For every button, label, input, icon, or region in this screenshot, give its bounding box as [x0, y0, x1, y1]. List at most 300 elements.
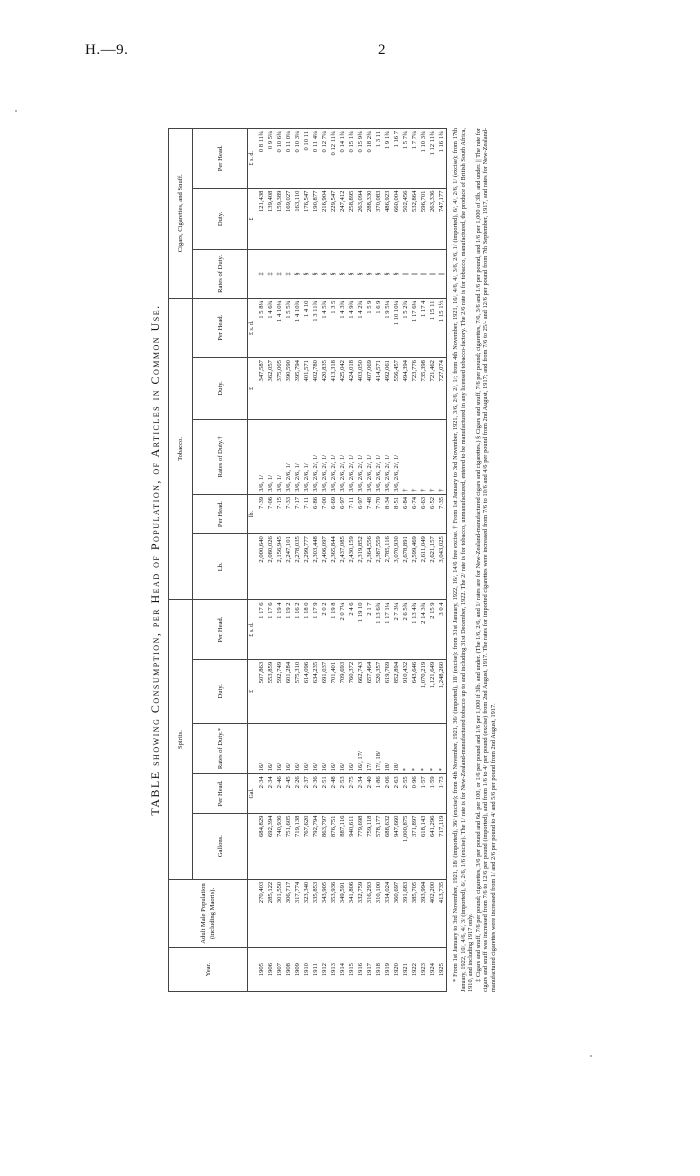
footnote-paragraph: ‡ Cigars and snuff, 7/6 per pound; cigarettes, 3/6 per pound and 6d. per 100, or 1/6 per pound and 1/6 per 1,000 if 3lb. and under. (The 1/6, 2/6, and 1/ rates are for New-Zealand-manufactured cigars and cigarettes.) § Cigars and snuff, 7/6 per pound; cigarettes, 7/6, 3/6 and 1/6 per pound, and 1/6 per 1,000 of 3lb. and under. || The rate for cigars and snuff was increased from 7/6 to 12/6 per pound (imported), and from 1/6 to 4/ per pound (excise) from 2nd August, 1917. The rates for imported cigarettes were increased from 7/6 to 10/6 and 4/6 per pound from 2nd August, 1917; and from 7/6 to 25/- and 12/6 per pound from 7th September, 1917, and rates for New-Zealand-manufactured cigarettes were increased from 1/ and 2/6 per pound to 4/ and 5/6 per pound from 2nd August, 1917. — [474, 128, 497, 992]
cell-cig-ph: 1 7 7¼ — [410, 129, 419, 189]
cell-sp-duty: 1,248,260 — [437, 659, 447, 723]
unit-lsd: £ s. d. — [248, 600, 258, 659]
cell-tob-duty: 721,462 — [428, 358, 437, 420]
cell-sp-ph: 3 0 4 — [437, 600, 447, 659]
cell-gallons: 940,611 — [347, 813, 356, 879]
header-tobacco: Tobacco. — [169, 298, 193, 600]
cell-sp-duty: 910,432 — [401, 659, 410, 723]
header-tobacco-duty: Duty. — [193, 358, 248, 420]
cell-lb-ph: 7·33 — [284, 494, 293, 533]
cell-gallons: 684,829 — [257, 813, 266, 879]
cell-tob-duty: 390,590 — [284, 358, 293, 420]
cell-sp-duty: 760,372 — [347, 659, 356, 723]
cell-lb: 2,365,844 — [329, 534, 338, 600]
cell-lb: 2,599,469 — [410, 534, 419, 600]
cell-lb-ph: 7·17 — [293, 494, 302, 533]
cell-tob-rate: 3/6, 2/6, 2/, 1/ — [356, 419, 365, 494]
cell-sp-duty: 1,121,649 — [428, 659, 437, 723]
cell-tob-rate: † — [410, 419, 419, 494]
cell-cig-ph: 0 8 11¾ — [257, 129, 266, 189]
cell-cig-rate: § — [356, 250, 365, 298]
cell-tob-duty: 395,794 — [293, 358, 302, 420]
cell-cig-duty: 176,547 — [302, 188, 311, 250]
cell-year: 1913 — [329, 948, 338, 992]
cell-tob-duty: 425,042 — [338, 358, 347, 420]
cell-pop: 360,697 — [392, 879, 401, 947]
cell-lb-ph: 6·69 — [329, 494, 338, 533]
cell-sp-rate: * — [437, 723, 447, 774]
cell-lb-ph: 7·70 — [374, 494, 383, 533]
cell-gal-ph: 2·34 — [266, 774, 275, 813]
header-cigars: Cigars, Cigarettes, and Snuff. — [169, 129, 193, 299]
cell-gal-ph: 2·53 — [338, 774, 347, 813]
cell-tob-ph: 1 4 10 — [302, 298, 311, 357]
cell-cig-ph: 1 10 3¾ — [419, 129, 428, 189]
cell-pop: 341,806 — [347, 879, 356, 947]
cell-lb: 2,319,852 — [356, 534, 365, 600]
cell-tob-ph: 1 5 5¾ — [284, 298, 293, 357]
cell-gallons: 578,177 — [374, 813, 383, 879]
cell-gallons: 692,394 — [266, 813, 275, 879]
cell-sp-duty: 643,646 — [410, 659, 419, 723]
cell-sp-ph: 1 19 8 — [329, 600, 338, 659]
cell-gal-ph: 0·96 — [410, 774, 419, 813]
cell-cig-rate: || — [428, 250, 437, 298]
cell-lb: 2,437,085 — [338, 534, 347, 600]
cell-year: 1922 — [410, 948, 419, 992]
cell-cig-rate: § — [347, 250, 356, 298]
cell-gal-ph: 2·48 — [329, 774, 338, 813]
header-tobacco-per-head: Per Head. — [193, 298, 248, 357]
cell-sp-ph: 1 17 9 — [311, 600, 320, 659]
cell-lb-ph: 6·74 — [410, 494, 419, 533]
cell-tob-ph: 1 4 2¾ — [356, 298, 365, 357]
cell-cig-duty: 263,336 — [428, 188, 437, 250]
cell-lb-ph: 7·48 — [365, 494, 374, 533]
cell-cig-ph: 0 11 4¼ — [311, 129, 320, 189]
cell-year: 1924 — [428, 948, 437, 992]
cell-gal-ph: 2·26 — [293, 774, 302, 813]
cell-tob-duty: 407,069 — [365, 358, 374, 420]
cell-gallons: 779,698 — [356, 813, 365, 879]
cell-lb: 2,430,159 — [347, 534, 356, 600]
cell-cig-ph: 0 18 2¾ — [365, 129, 374, 189]
cell-gallons: 618,143 — [419, 813, 428, 879]
cell-tob-ph: 1 4 9¾ — [347, 298, 356, 357]
cell-sp-rate: * — [419, 723, 428, 774]
cell-cig-ph: 0 10 6¾ — [275, 129, 284, 189]
cell-gallons: 751,605 — [284, 813, 293, 879]
cell-gallons: 371,897 — [410, 813, 419, 879]
table-row — [437, 129, 447, 992]
table-row — [257, 129, 266, 992]
cell-sp-rate: 16/ — [320, 723, 329, 774]
cell-sp-rate: 16/ — [302, 723, 311, 774]
cell-sp-duty: 662,743 — [356, 659, 365, 723]
cell-lb: 2,278,035 — [293, 534, 302, 600]
cell-cig-ph: 1 12 11¾ — [428, 129, 437, 189]
cell-gallons: 688,632 — [383, 813, 392, 879]
cell-cig-duty: 486,923 — [383, 188, 392, 250]
cell-year: 1920 — [392, 948, 401, 992]
table-row — [338, 129, 347, 992]
cell-pop: 391,683 — [401, 879, 410, 947]
table-title: TABLE showing Consumption, per Head of Population, of Articles in Common Use. — [148, 304, 162, 816]
table-row — [320, 129, 329, 992]
cell-cig-rate: || — [401, 250, 410, 298]
cell-lb: 2,621,157 — [428, 534, 437, 600]
cell-tob-rate: 3/6, 2/6, 2/, 1/ — [392, 419, 401, 494]
cell-gal-ph: 2·45 — [284, 774, 293, 813]
cell-pop: 317,774 — [293, 879, 302, 947]
cell-gal-ph: 2·46 — [275, 774, 284, 813]
table-row — [266, 129, 275, 992]
cell-cig-rate: § — [374, 250, 383, 298]
cell-cig-ph: 0 12 7¼ — [320, 129, 329, 189]
header-tobacco-per-head-lb: Per Head. — [193, 494, 248, 533]
cell-lb-ph: 8·51 — [392, 494, 401, 533]
cell-lb: 2,000,640 — [257, 534, 266, 600]
cell-tob-rate: 3/6, 2/6, 2/, 1/ — [347, 419, 356, 494]
cell-cig-duty: 660,004 — [392, 188, 401, 250]
cell-pop: 413,735 — [437, 879, 447, 947]
cell-year: 1917 — [365, 948, 374, 992]
cell-sp-duty: 520,357 — [374, 659, 383, 723]
cell-cig-rate: ‡ — [284, 250, 293, 298]
header-lb: Lb. — [193, 534, 248, 600]
table-row — [428, 129, 437, 992]
cell-year: 1908 — [284, 948, 293, 992]
header-population: Adult Male Population (including Maoris). — [169, 879, 248, 947]
cell-sp-rate: 17/ — [365, 723, 374, 774]
cell-cig-duty: 159,389 — [275, 188, 284, 250]
cell-sp-ph: 2 14 3¾ — [419, 600, 428, 659]
cell-sp-ph: 1 16 2 — [293, 600, 302, 659]
speck-mark — [15, 110, 17, 112]
cell-tob-rate: 3/6, 2/6, 2/, 1/ — [383, 419, 392, 494]
cell-sp-rate: 18/ — [392, 723, 401, 774]
table-row — [365, 129, 374, 992]
cell-gallons: 792,794 — [311, 813, 320, 879]
cell-tob-duty: 413,318 — [329, 358, 338, 420]
cell-cig-duty: 229,547 — [329, 188, 338, 250]
cell-cig-rate: § — [302, 250, 311, 298]
cell-lb: 2,080,026 — [266, 534, 275, 600]
cell-pop: 334,024 — [383, 879, 392, 947]
cell-sp-duty: 701,401 — [329, 659, 338, 723]
cell-gal-ph: 2·36 — [311, 774, 320, 813]
cell-lb-ph: 7·15 — [275, 494, 284, 533]
cell-sp-ph: 1 13 6¾ — [374, 600, 383, 659]
cell-tob-rate: 3/6, 1/ — [266, 419, 275, 494]
cell-lb-ph: 8·34 — [383, 494, 392, 533]
header-cigars-per-head: Per Head. — [193, 129, 248, 189]
cell-cig-ph: 1 5 7¾ — [401, 129, 410, 189]
cell-sp-rate: * — [410, 723, 419, 774]
header-spirits-per-head: Per Head. — [193, 600, 248, 659]
cell-sp-duty: 634,235 — [311, 659, 320, 723]
cell-cig-ph: 1 16 7 — [392, 129, 401, 189]
unit-pound: £ — [248, 659, 258, 723]
cell-tob-rate: 3/6, 2/6, 2/, 1/ — [311, 419, 320, 494]
cell-sp-duty: 575,310 — [293, 659, 302, 723]
header-spirits-rates: Rates of Duty.* — [193, 723, 248, 774]
cell-sp-rate: * — [401, 723, 410, 774]
cell-cig-rate: ‡ — [257, 250, 266, 298]
cell-cig-ph: 1 9 1¾ — [383, 129, 392, 189]
cell-gal-ph: 2·06 — [383, 774, 392, 813]
cell-year: 1918 — [374, 948, 383, 992]
cell-tob-ph: 1 3 5 — [329, 298, 338, 357]
cell-cig-rate: § — [293, 250, 302, 298]
cell-tob-rate: 3/6, 2/6, 2/, 1/ — [374, 419, 383, 494]
cell-cig-duty: 247,412 — [338, 188, 347, 250]
cell-cig-rate: § — [329, 250, 338, 298]
cell-lb: 2,785,116 — [383, 534, 392, 600]
table-row — [401, 129, 410, 992]
cell-cig-rate: § — [311, 250, 320, 298]
cell-tob-rate: 3/6, 2/6, 1/ — [293, 419, 302, 494]
cell-tob-ph: 1 10 10¼ — [392, 298, 401, 357]
cell-sp-duty: 657,464 — [365, 659, 374, 723]
cell-cig-ph: 0 11 0¼ — [284, 129, 293, 189]
cell-pop: 385,705 — [410, 879, 419, 947]
cell-tob-duty: 735,398 — [419, 358, 428, 420]
cell-cig-rate: ‡ — [266, 250, 275, 298]
cell-tob-duty: 420,835 — [320, 358, 329, 420]
cell-gallons: 947,660 — [392, 813, 401, 879]
header-cigars-duty: Duty. — [193, 188, 248, 250]
cell-year: 1906 — [266, 948, 275, 992]
cell-tob-rate: † — [437, 419, 447, 494]
cell-year: 1916 — [356, 948, 365, 992]
cell-tob-duty: 424,018 — [347, 358, 356, 420]
cell-tob-rate: † — [428, 419, 437, 494]
cell-sp-rate: 16/, 17/ — [356, 723, 365, 774]
cell-cig-duty: 502,456 — [401, 188, 410, 250]
cell-pop: 402,200 — [428, 879, 437, 947]
cell-tob-duty: 402,780 — [311, 358, 320, 420]
cell-sp-ph: 2 7 3¼ — [392, 600, 401, 659]
cell-year: 1923 — [419, 948, 428, 992]
cell-tob-duty: 723,776 — [410, 358, 419, 420]
cell-pop: 316,293 — [365, 879, 374, 947]
cell-pop: 310,100 — [374, 879, 383, 947]
cell-sp-ph: 1 13 4¾ — [410, 600, 419, 659]
cell-gallons: 876,751 — [329, 813, 338, 879]
cell-cig-duty: 190,877 — [311, 188, 320, 250]
cell-tob-rate: † — [419, 419, 428, 494]
cell-gal-ph: 1·57 — [419, 774, 428, 813]
cell-lb: 2,611,049 — [419, 534, 428, 600]
cell-cig-duty: 596,701 — [419, 188, 428, 250]
cell-pop: 306,717 — [284, 879, 293, 947]
cell-tob-ph: 1 9 5¼ — [383, 298, 392, 357]
report-code: H.—9. — [85, 42, 129, 58]
table-row — [329, 129, 338, 992]
table-row — [410, 129, 419, 992]
table-row — [347, 129, 356, 992]
cell-sp-rate: 18/ — [383, 723, 392, 774]
cell-cig-duty: 163,110 — [293, 188, 302, 250]
cell-cig-ph: 0 9 5¼ — [266, 129, 275, 189]
cell-lb-ph: 7·39 — [257, 494, 266, 533]
speck-mark — [590, 1055, 592, 1057]
cell-cig-rate: § — [392, 250, 401, 298]
cell-gal-ph: 2·34 — [356, 774, 365, 813]
unit-lb: lb. — [248, 494, 258, 533]
cell-cig-rate: || — [410, 250, 419, 298]
cell-pop: 323,340 — [302, 879, 311, 947]
cell-gal-ph: 2·51 — [320, 774, 329, 813]
cell-tob-rate: 3/6, 1/ — [257, 419, 266, 494]
cell-tob-rate: 3/6, 2/6, 2/, 1/ — [365, 419, 374, 494]
cell-tob-ph: 1 6 9 — [374, 298, 383, 357]
cell-gallons: 767,620 — [302, 813, 311, 879]
cell-gallons: 1,000,875 — [401, 813, 410, 879]
cell-pop: 343,905 — [320, 879, 329, 947]
table-row — [275, 129, 284, 992]
cell-year: 1912 — [320, 948, 329, 992]
cell-sp-rate: 17/, 18/ — [374, 723, 383, 774]
unit-lsd: £ s. d. — [248, 129, 258, 189]
cell-cig-ph: 1 16 1¾ — [437, 129, 447, 189]
cell-tob-ph: 1 4 6¾ — [266, 298, 275, 357]
cell-tob-duty: 403,050 — [356, 358, 365, 420]
cell-gallons: 759,118 — [365, 813, 374, 879]
cell-sp-duty: 507,863 — [257, 659, 266, 723]
cell-gallons: 887,116 — [338, 813, 347, 879]
cell-sp-ph: 1 19 10 — [356, 600, 365, 659]
cell-sp-duty: 852,894 — [392, 659, 401, 723]
cell-pop: 393,994 — [419, 879, 428, 947]
unit-lsd: £ s. d. — [248, 298, 258, 357]
header-spirits-duty: Duty. — [193, 659, 248, 723]
cell-sp-ph: 2 0 7¼ — [338, 600, 347, 659]
cell-lb: 2,678,891 — [401, 534, 410, 600]
cell-year: 1925 — [437, 948, 447, 992]
cell-cig-duty: 263,094 — [356, 188, 365, 250]
cell-lb: 2,247,101 — [284, 534, 293, 600]
cell-lb-ph: 7·00 — [320, 494, 329, 533]
cell-pop: 301,550 — [275, 879, 284, 947]
cell-lb-ph: 7·11 — [347, 494, 356, 533]
cell-gallons: 863,797 — [320, 813, 329, 879]
cell-gallons: 641,296 — [428, 813, 437, 879]
cell-lb-ph: 7·35 — [437, 494, 447, 533]
cell-gal-ph: 2·40 — [365, 774, 374, 813]
table-row — [302, 129, 311, 992]
cell-tob-ph: 1 17 4 — [419, 298, 428, 357]
cell-tob-rate: 3/6, 2/6, 1/ — [284, 419, 293, 494]
cell-year: 1907 — [275, 948, 284, 992]
cell-tob-duty: 494,394 — [401, 358, 410, 420]
cell-tob-ph: 1 3 11¾ — [311, 298, 320, 357]
cell-tob-duty: 347,587 — [257, 358, 266, 420]
footnote-paragraph: * From 1st January to 3rd November, 1921, 18/ (imported), 36/ (excise); from 4th November, 1921, 36/ (imported), 18/ (excise): from 31st January, 1922, 16/, 14/6 free excise. † From 1st January to 3rd November, 1921, 3/6, 2/6, 2/, 1/; from 4th November, 1921, 16/, 4/6, 4/, 3/6, 2/6, 1/ (imported), 6/, 4/, 2/6, 1/ (excise); from 17th January, 1922, 10/, 4/6, 4/, 3/ (imported), 6/, 2/6, 1/6 (excise). The 1/ rate is for New-Zealand-manufactured tobacco up to and including 31st December, 1922. The 2/ rate is for tobacco, unmanufactured, entered to be manufactured in any licensed tobacco-factory. The 2/6 rate is for tobacco, manufactured, the produce of British South Africa, 1910, and including 1917 only. — [452, 128, 475, 992]
cell-gal-ph: 2·37 — [302, 774, 311, 813]
page-number: 2 — [378, 42, 386, 58]
table-row — [356, 129, 365, 992]
cell-year: 1909 — [293, 948, 302, 992]
cell-tob-duty: 492,061 — [383, 358, 392, 420]
table-row — [392, 129, 401, 992]
cell-gal-ph: 1·86 — [374, 774, 383, 813]
cell-tob-ph: 1 5 2¾ — [401, 298, 410, 357]
cell-sp-rate: * — [428, 723, 437, 774]
cell-tob-duty: 375,005 — [275, 358, 284, 420]
cell-cig-rate: § — [365, 250, 374, 298]
cell-cig-duty: 169,027 — [284, 188, 293, 250]
cell-lb-ph: 6·63 — [419, 494, 428, 533]
cell-pop: 332,759 — [356, 879, 365, 947]
cell-tob-duty: 556,457 — [392, 358, 401, 420]
consumption-table — [168, 128, 447, 992]
cell-sp-ph: 1 17 6 — [257, 600, 266, 659]
cell-tob-ph: 1 4 5¾ — [320, 298, 329, 357]
cell-sp-rate: 16/ — [293, 723, 302, 774]
header-spirits: Spirits. — [169, 600, 193, 879]
cell-sp-duty: 601,284 — [284, 659, 293, 723]
cell-cig-ph: 1 3 11 — [374, 129, 383, 189]
cell-lb-ph: 6·86 — [311, 494, 320, 533]
cell-gal-ph: 2·63 — [392, 774, 401, 813]
table-row — [383, 129, 392, 992]
cell-tob-rate: 3/6, 2/6, 2/, 1/ — [329, 419, 338, 494]
cell-gal-ph: 2·75 — [347, 774, 356, 813]
cell-cig-rate: § — [383, 250, 392, 298]
cell-lb-ph: 6·97 — [338, 494, 347, 533]
cell-tob-duty: 362,057 — [266, 358, 275, 420]
cell-tob-rate: 3/6, 2/6, 1/ — [302, 419, 311, 494]
cell-year: 1905 — [257, 948, 266, 992]
cell-sp-duty: 553,859 — [266, 659, 275, 723]
cell-cig-rate: § — [320, 250, 329, 298]
cell-gallons: 740,936 — [275, 813, 284, 879]
cell-sp-duty: 592,749 — [275, 659, 284, 723]
cell-sp-ph: 2 1 7 — [365, 600, 374, 659]
cell-sp-ph: 1 17 6 — [266, 600, 275, 659]
footnotes — [452, 128, 498, 992]
header-cigars-rates: Rates of Duty. — [193, 250, 248, 298]
cell-lb-ph: 6·97 — [356, 494, 365, 533]
cell-year: 1911 — [311, 948, 320, 992]
unit-pound: £ — [248, 188, 258, 250]
cell-cig-ph: 0 12 11¾ — [329, 129, 338, 189]
cell-cig-duty: 532,864 — [410, 188, 419, 250]
cell-cig-ph: 0 15 1¾ — [347, 129, 356, 189]
cell-lb-ph: 6·52 — [428, 494, 437, 533]
unit-gal: Gal. — [248, 774, 258, 813]
cell-sp-rate: 16/ — [338, 723, 347, 774]
cell-sp-rate: 16/ — [284, 723, 293, 774]
cell-tob-duty: 727,074 — [437, 358, 447, 420]
cell-sp-rate: 16/ — [347, 723, 356, 774]
cell-year: 1919 — [383, 948, 392, 992]
cell-cig-rate: || — [437, 250, 447, 298]
cell-cig-duty: 216,904 — [320, 188, 329, 250]
header-tobacco-rates: Rates of Duty.† — [193, 419, 248, 494]
cell-tob-ph: 1 4 10¾ — [293, 298, 302, 357]
cell-lb-ph: 7·11 — [302, 494, 311, 533]
cell-pop: 353,936 — [329, 879, 338, 947]
table-row — [374, 129, 383, 992]
rotated-table-page — [148, 120, 573, 1000]
table-row — [311, 129, 320, 992]
cell-sp-ph: 2 0 2 — [320, 600, 329, 659]
cell-tob-rate: 3/6, 2/6, 2/, 1/ — [320, 419, 329, 494]
cell-gal-ph: 2·55 — [401, 774, 410, 813]
